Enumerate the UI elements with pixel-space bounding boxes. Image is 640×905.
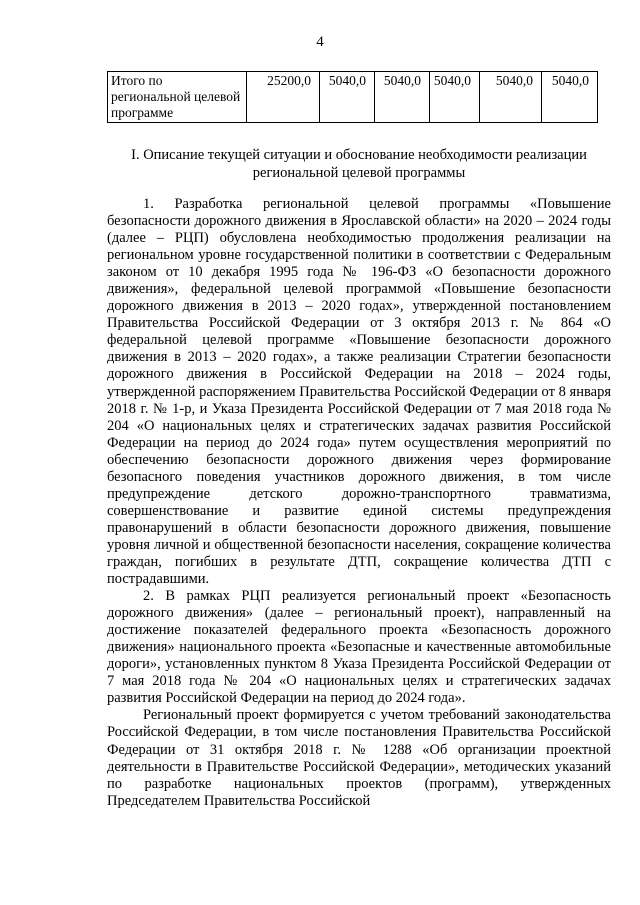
table-row-label: Итого по региональной целевой программе <box>108 72 247 123</box>
year-value-cell: 5040,0 <box>320 72 375 123</box>
year-value-cell: 5040,0 <box>480 72 542 123</box>
paragraph: 2. В рамках РЦП реализуется региональный проект «Безопасность дорожного движения» (далее – региональный проект), направленный на достижение показателей федерального проекта «Безопасность дорожного движения» национального проекта «Безопасные и качественные автомобильные дороги», установленных пунктом 8 Указа Президента Российской Федерации от 7 мая 2018 года № 204 «О национальных целях и стратегических задачах развития Российской Федерации на период до 2024 года». <box>107 588 611 707</box>
body-text <box>107 196 611 810</box>
year-value-cell: 5040,0 <box>430 72 480 123</box>
year-value-cell: 5040,0 <box>375 72 430 123</box>
paragraph: Региональный проект формируется с учетом требований законодательства Российской Федерации, в том числе постановления Правительства Российской Федерации от 31 октября 2018 г. № 1288 «Об организации проектной деятельности в Правительстве Российской Федерации», методических указаний по разработке национальных проектов (программ), утвержденных Председателем Правительства Российской <box>107 707 611 809</box>
summary-table <box>107 71 598 123</box>
page-number: 4 <box>316 34 324 50</box>
paragraph: 1. Разработка региональной целевой программы «Повышение безопасности дорожного движения в Ярославской области» на 2020 – 2024 годы (далее – РЦП) обусловлена необходимостью продолжения реализации на региональном уровне государственной политики в соответствии с Федеральным законом от 10 декабря 1995 года № 196-ФЗ «О безопасности дорожного движения», федеральной целевой программой «Повышение безопасности дорожного движения в 2013 – 2020 годах», утвержденной постановлением Правительства Российской Федерации от 3 октября 2013 г. № 864 «О федеральной целевой программе «Повышение безопасности дорожного движения в 2013 – 2020 годах», а также реализации Стратегии безопасности дорожного движения в Российской Федерации на 2018 – 2024 годы, утвержденной распоряжением Правительства Российской Федерации от 8 января 2018 г. № 1-р, и Указа Президента Российской Федерации от 7 мая 2018 года № 204 «О национальных целях и стратегических задачах развития Российской Федерации на период до 2024 года» путем осуществления мероприятий по обеспечению безопасности дорожного движения через формирование безопасного поведения участников дорожного движения, в том числе предупреждение детского дорожно-транспортного травматизма, совершенствование и развитие единой системы предупреждения правонарушений в области безопасности дорожного движения, повышение уровня личной и общественной безопасности населения, сокращение количества граждан, погибших в результате ДТП, сокращение количества ДТП с пострадавшими. <box>107 196 611 588</box>
table-row <box>108 72 598 123</box>
section-heading: I. Описание текущей ситуации и обоснование необходимости реализации региональной целевой программы <box>131 147 587 181</box>
total-value-cell: 25200,0 <box>247 72 320 123</box>
year-value-cell: 5040,0 <box>542 72 598 123</box>
